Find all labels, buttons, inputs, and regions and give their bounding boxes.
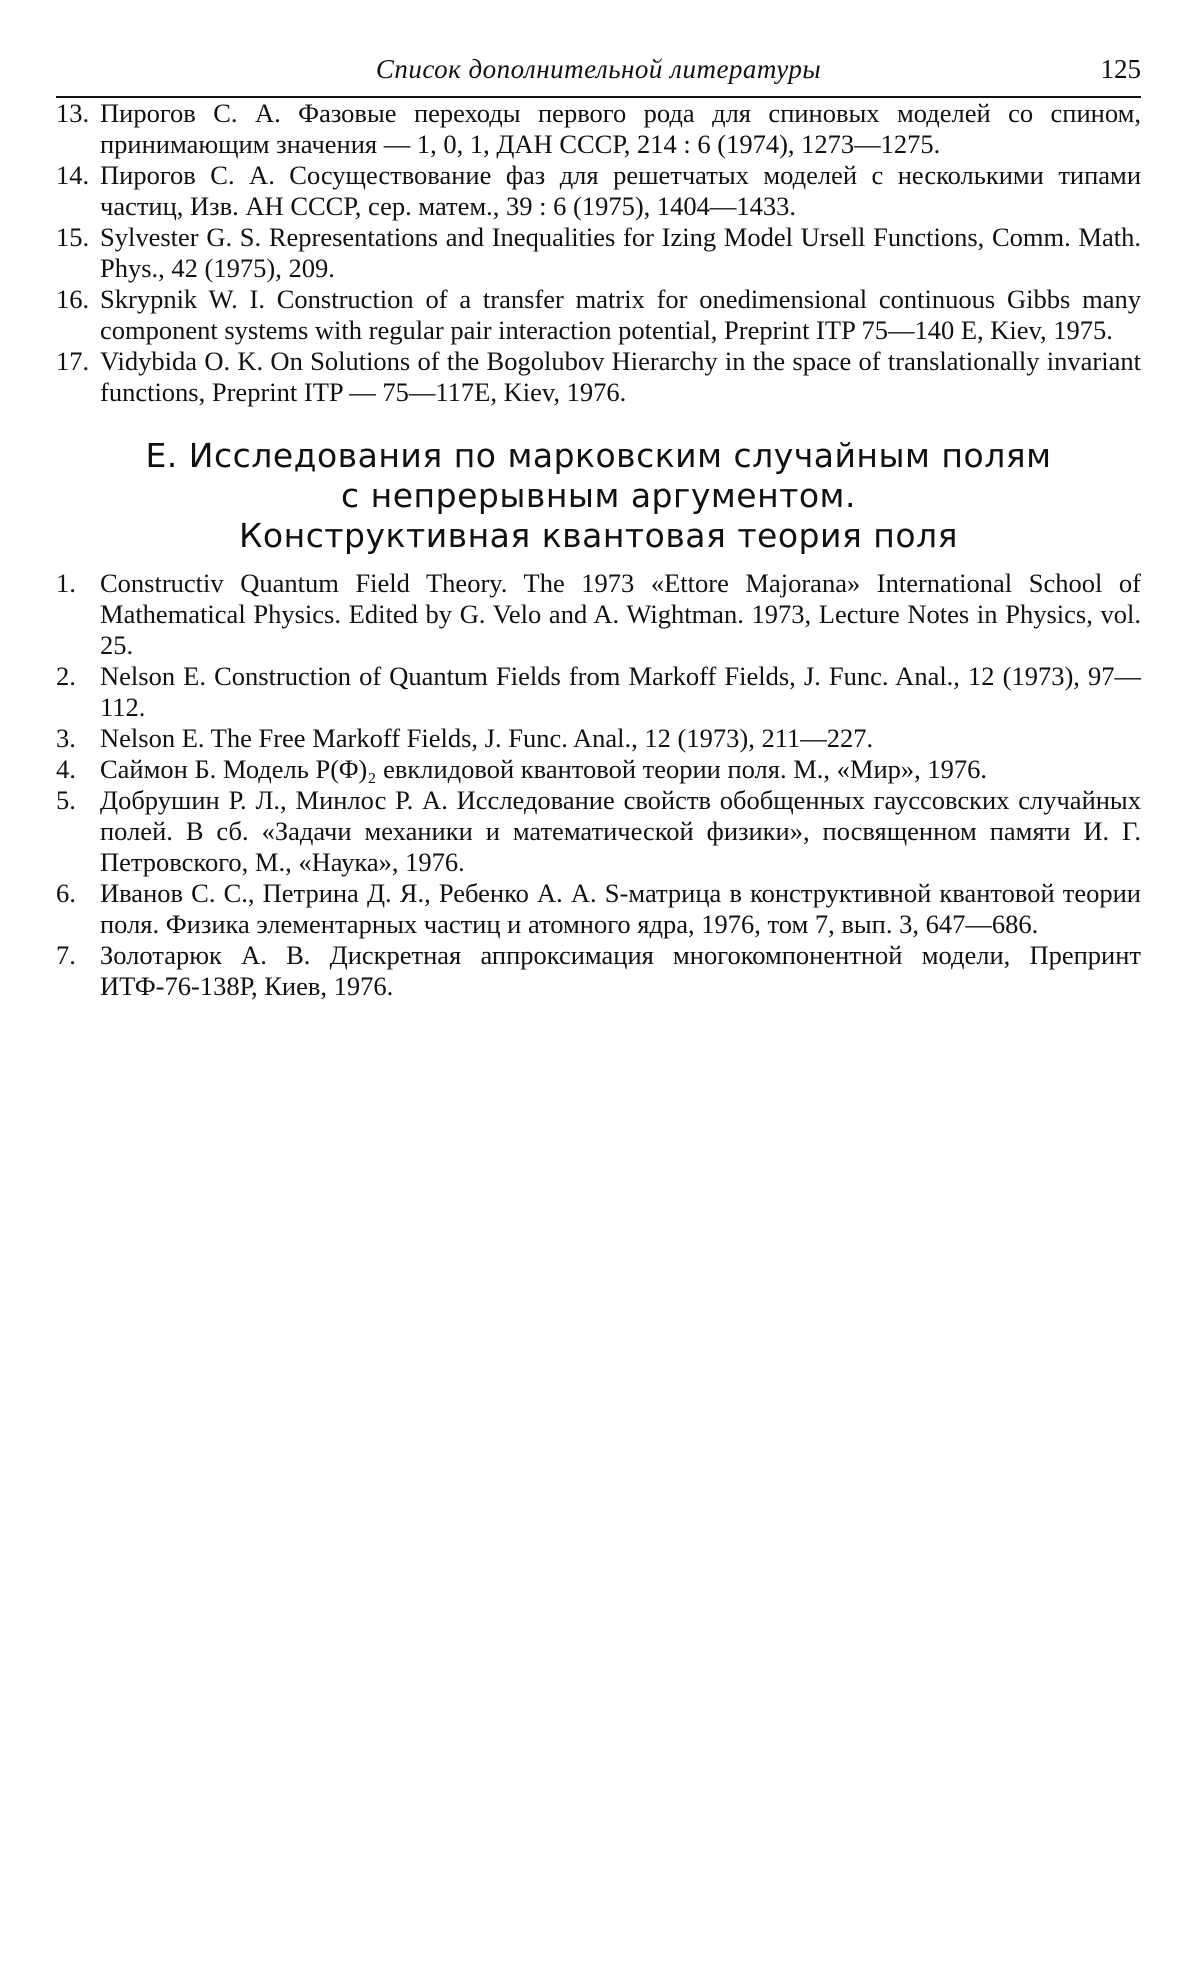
reference-number: 4. [56, 754, 76, 784]
reference-item [56, 222, 1141, 284]
reference-item [56, 346, 1141, 408]
reference-number: 5. [56, 785, 76, 815]
reference-item [56, 878, 1141, 940]
section-heading [56, 436, 1141, 556]
reference-text: Пирогов С. А. Сосуществование фаз для решетчатых моделей с несколькими типами частиц, Изв. АН СССР, сер. матем., 39 : 6 (1975), 1404—1433. [100, 160, 1141, 221]
reference-number: 7. [56, 940, 76, 970]
reference-text: Золотарюк А. В. Дискретная аппроксимация многокомпонентной модели, Препринт ИТФ-76-138Р, Киев, 1976. [100, 940, 1141, 1001]
reference-text: Добрушин Р. Л., Минлос Р. А. Исследование свойств обобщенных гауссовских случайных полей. В сб. «Задачи механики и математической физики», посвященном памяти И. Г. Петровского, М., «Наука», 1976. [100, 785, 1141, 877]
reference-text: Sylvester G. S. Representations and Inequalities for Izing Model Ursell Functions, Comm. Math. Phys., 42 (1975), 209. [100, 222, 1141, 283]
reference-number: 2. [56, 661, 76, 691]
section-heading-line: Конструктивная квантовая теория поля [239, 516, 958, 555]
reference-number: 13. [56, 98, 90, 128]
reference-number: 15. [56, 222, 90, 252]
reference-item [56, 98, 1141, 160]
reference-text: Иванов С. С., Петрина Д. Я., Ребенко А. А. S-матрица в конструктивной квантовой теории поля. Физика элементарных частиц и атомного ядра, 1976, том 7, вып. 3, 647—686. [100, 878, 1141, 939]
reference-text: Nelson E. Construction of Quantum Fields from Markoff Fields, J. Func. Anal., 12 (1973), 97—112. [100, 661, 1141, 722]
reference-item [56, 754, 1141, 785]
reference-number: 14. [56, 160, 90, 190]
section-heading-line: с непрерывным аргументом. [341, 476, 856, 515]
reference-item [56, 723, 1141, 754]
reference-text: Пирогов С. А. Фазовые переходы первого рода для спиновых моделей со спином, принимающим значения — 1, 0, 1, ДАН СССР, 214 : 6 (1974), 1273—1275. [100, 98, 1141, 159]
reference-text: Саймон Б. Модель P(Φ)₂ евклидовой квантовой теории поля. М., «Мир», 1976. [100, 754, 988, 784]
reference-item [56, 568, 1141, 661]
section-heading-line: Е. Исследования по марковским случайным полям [145, 436, 1052, 475]
reference-number: 6. [56, 878, 76, 908]
reference-number: 1. [56, 568, 76, 598]
reference-text: Constructiv Quantum Field Theory. The 1973 «Ettore Majorana» International School of Mathematical Physics. Edited by G. Velo and A. Wightman. 1973, Lecture Notes in Physics, vol. 25. [100, 568, 1141, 660]
reference-item [56, 284, 1141, 346]
reference-list-e [56, 568, 1141, 1002]
reference-number: 3. [56, 723, 76, 753]
reference-number: 17. [56, 346, 90, 376]
reference-item [56, 940, 1141, 1002]
reference-text: Nelson E. The Free Markoff Fields, J. Func. Anal., 12 (1973), 211—227. [100, 723, 874, 753]
reference-list-d [56, 98, 1141, 408]
reference-item [56, 785, 1141, 878]
reference-item [56, 160, 1141, 222]
running-header [56, 40, 1141, 98]
reference-text: Vidybida O. K. On Solutions of the Bogolubov Hierarchy in the space of translationally invariant functions, Preprint ITP — 75—117E, Kiev, 1976. [100, 346, 1141, 407]
book-page [56, 40, 1141, 1002]
running-title: Список дополнительной литературы [375, 54, 822, 84]
reference-item [56, 661, 1141, 723]
reference-text: Skrypnik W. I. Construction of a transfer matrix for onedimensional continuous Gibbs many component systems with regular pair interaction potential, Preprint ITP 75—140 E, Kiev, 1975. [100, 284, 1141, 345]
reference-number: 16. [56, 284, 90, 314]
page-number: 125 [1100, 54, 1141, 84]
